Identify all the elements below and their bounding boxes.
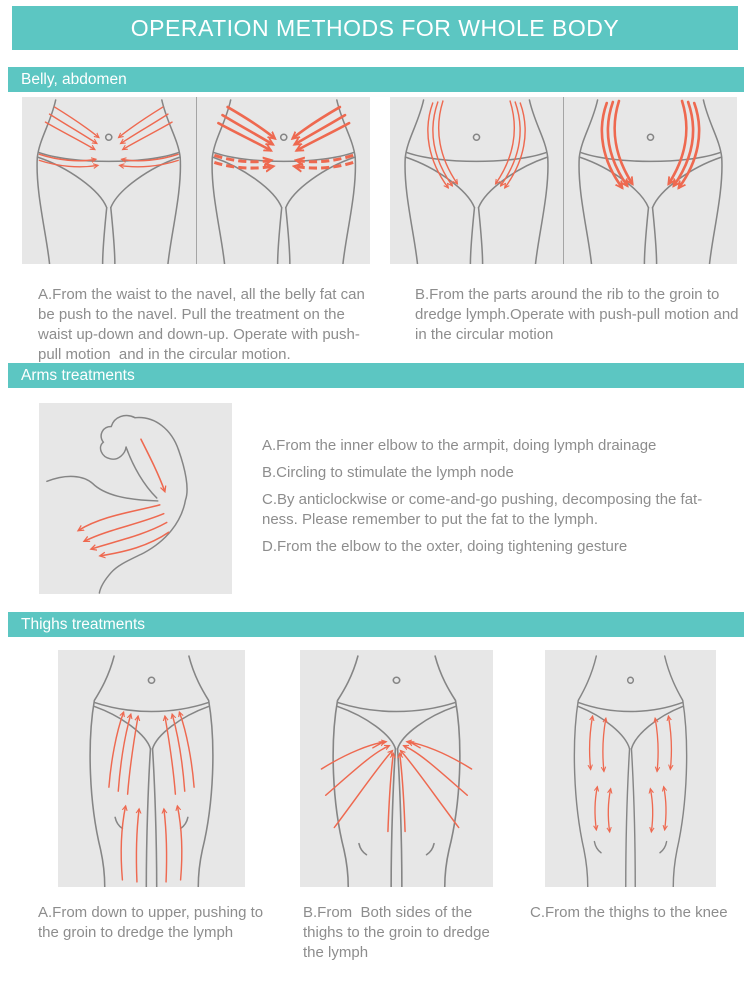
arms-item-d: D.From the elbow to the oxter, doing tightening gesture — [262, 538, 628, 555]
arms-item-c: C.By anticlockwise or come-and-go pushing, decomposing the fat-ness. Please remember to put the fat to the lymph. — [262, 491, 703, 528]
thighs-double-arrows-icon — [545, 650, 716, 887]
thigh-caption-a: A.From down to upper, pushing to the groin to dredge the lymph — [38, 904, 268, 941]
thigh-illustration-panel-3 — [545, 650, 716, 887]
thigh-illustration-panel-2 — [300, 650, 493, 887]
thigh-caption-b: B.From Both sides of the thighs to the groin to dredge the lymph — [303, 904, 494, 961]
belly-figure-2 — [197, 97, 371, 264]
torso-rib-to-groin-icon — [390, 97, 563, 264]
thighs-converge-groin-icon — [300, 650, 493, 887]
torso-rib-to-groin-bold-icon — [564, 97, 737, 264]
belly-illustration-panel-left — [22, 97, 370, 264]
thigh-illustration-panel-1 — [58, 650, 245, 887]
belly-figure-4 — [564, 97, 737, 264]
thigh-caption-c: C.From the thighs to the knee — [530, 904, 728, 921]
section-header-thighs: Thighs treatments — [8, 612, 744, 637]
belly-caption-b: B.From the parts around the rib to the groin to dredge lymph.Operate with push-pull motion and in the circular motion — [415, 286, 743, 343]
torso-waist-to-navel-icon — [22, 97, 196, 264]
page-title: OPERATION METHODS FOR WHOLE BODY — [12, 6, 738, 50]
belly-illustration-panel-right — [390, 97, 737, 264]
belly-caption-a: A.From the waist to the navel, all the belly fat can be push to the navel. Pull the treatment on the waist up-down and down-up. Operate with push-pull motion and in the circular motion. — [38, 286, 370, 363]
arm-illustration-panel — [39, 403, 232, 594]
flexed-arm-arrows-icon — [39, 403, 232, 594]
arms-instruction-list — [262, 436, 722, 564]
belly-figure-3 — [390, 97, 563, 264]
arms-item-a: A.From the inner elbow to the armpit, doing lymph drainage — [262, 437, 657, 454]
arms-item-b: B.Circling to stimulate the lymph node — [262, 464, 514, 481]
section-header-arms: Arms treatments — [8, 363, 744, 388]
belly-figure-1 — [22, 97, 196, 264]
thighs-upward-arrows-icon — [58, 650, 245, 887]
section-header-belly: Belly, abdomen — [8, 67, 744, 92]
torso-waist-to-navel-bold-icon — [197, 97, 371, 264]
